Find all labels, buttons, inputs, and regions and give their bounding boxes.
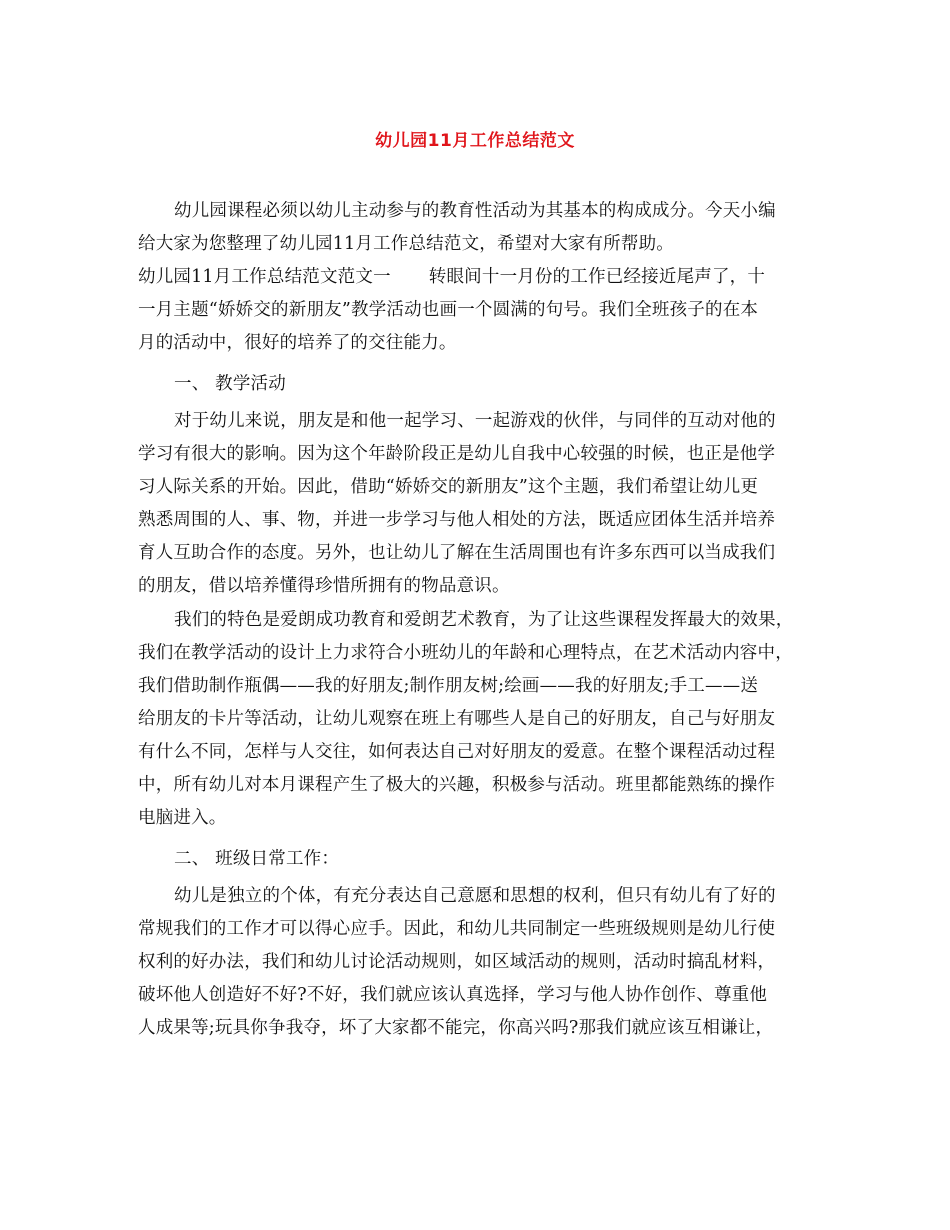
paragraph-line: 我们的特色是爱朗成功教育和爱朗艺术教育，为了让这些课程发挥最大的效果， bbox=[174, 610, 794, 630]
paragraph-text: 转眼间十一月份的工作已经接近尾声了，十 bbox=[428, 267, 766, 287]
paragraph-line: 幼儿园课程必须以幼儿主动参与的教育性活动为其基本的构成成分。今天小编 bbox=[174, 201, 776, 221]
paragraph-line: 人成果等;玩具你争我夺，坏了大家都不能完，你高兴吗?那我们就应该互相谦让， bbox=[138, 1018, 774, 1038]
paragraph-line: 育人互助合作的态度。另外，也让幼儿了解在生活周围也有许多东西可以当成我们 bbox=[138, 543, 776, 563]
paragraph-line: 的朋友，借以培养懂得珍惜所拥有的物品意识。 bbox=[138, 576, 510, 596]
paragraph-line: 有什么不同，怎样与人交往，如何表达自己对好朋友的爱意。在整个课程活动过程 bbox=[138, 742, 776, 762]
paragraph-line: 电脑进入。 bbox=[138, 808, 227, 828]
paragraph-line: 学习有很大的影响。因为这个年龄阶段正是幼儿自我中心较强的时候，也正是他学 bbox=[138, 444, 776, 464]
paragraph-line: 中，所有幼儿对本月课程产生了极大的兴趣，积极参与活动。班里都能熟练的操作 bbox=[138, 775, 776, 795]
paragraph-line: 月的活动中，很好的培养了的交往能力。 bbox=[138, 333, 457, 353]
paragraph-line: 给大家为您整理了幼儿园11月工作总结范文，希望对大家有所帮助。 bbox=[138, 234, 674, 254]
section-label: 幼儿园11月工作总结范文范文一 bbox=[138, 267, 391, 287]
paragraph-line: 一月主题“娇娇交的新朋友”教学活动也画一个圆满的句号。我们全班孩子的在本 bbox=[138, 300, 759, 320]
paragraph-line: 常规我们的工作才可以得心应手。因此，和幼儿共同制定一些班级规则是幼儿行使 bbox=[138, 919, 776, 939]
paragraph-line: 熟悉周围的人、事、物，并进一步学习与他人相处的方法，既适应团体生活并培养 bbox=[138, 510, 776, 530]
paragraph-line: 习人际关系的开始。因此，借助“娇娇交的新朋友”这个主题，我们希望让幼儿更 bbox=[138, 477, 759, 497]
paragraph-line: 我们借助制作瓶偶——我的好朋友;制作朋友树;绘画——我的好朋友;手工——送 bbox=[138, 676, 759, 696]
paragraph-line bbox=[138, 265, 765, 289]
paragraph-line: 对于幼儿来说，朋友是和他一起学习、一起游戏的伙伴，与同伴的互动对他的 bbox=[174, 411, 776, 431]
section-heading: 二、 班级日常工作： bbox=[174, 849, 340, 869]
section-heading: 一、 教学活动 bbox=[174, 374, 286, 394]
paragraph-line: 权利的好办法，我们和幼儿讨论活动规则，如区域活动的规则，活动时搞乱材料， bbox=[138, 952, 776, 972]
paragraph-line: 给朋友的卡片等活动，让幼儿观察在班上有哪些人是自己的好朋友，自己与好朋友 bbox=[138, 709, 776, 729]
document-title: 幼儿园11月工作总结范文 bbox=[375, 131, 575, 151]
paragraph-line: 破坏他人创造好不好?不好，我们就应该认真选择，学习与他人协作创作、尊重他 bbox=[138, 985, 768, 1005]
paragraph-line: 我们在教学活动的设计上力求符合小班幼儿的年龄和心理特点，在艺术活动内容中， bbox=[138, 643, 793, 663]
paragraph-line: 幼儿是独立的个体，有充分表达自己意愿和思想的权利，但只有幼儿有了好的 bbox=[174, 886, 776, 906]
